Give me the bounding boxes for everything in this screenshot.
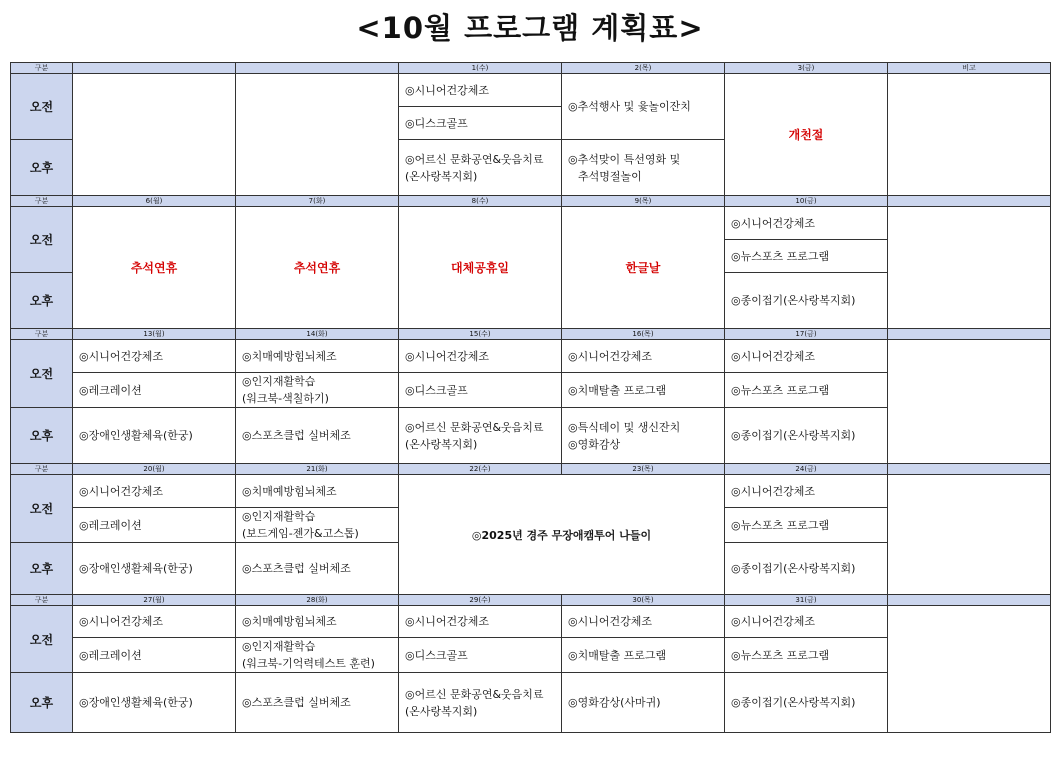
program-item: ◎치매예방힘뇌체조 — [242, 349, 337, 363]
day-header: 비고 — [888, 63, 1051, 74]
program-item: ◎뉴스포츠 프로그램 — [731, 648, 830, 662]
header-gubun: 구분 — [11, 464, 73, 475]
day-header: 6(월) — [73, 196, 236, 207]
program-cell — [725, 606, 888, 638]
program-item: ◎특식데이 및 생신잔치 — [568, 420, 681, 434]
day-header: 24(금) — [725, 464, 888, 475]
day-header: 22(수) — [399, 464, 562, 475]
program-cell — [236, 543, 399, 595]
program-item: ◎어르신 문화공연&웃음치료 — [405, 420, 544, 434]
program-item: (온사랑복지회) — [405, 704, 478, 718]
day-header: 10(금) — [725, 196, 888, 207]
program-cell — [562, 638, 725, 673]
pm-label: 오후 — [11, 673, 73, 733]
holiday-cell: 개천절 — [725, 74, 888, 196]
day-header: 23(목) — [562, 464, 725, 475]
program-cell — [236, 638, 399, 673]
am-label: 오전 — [11, 475, 73, 543]
day-header: 9(목) — [562, 196, 725, 207]
program-cell — [73, 340, 236, 373]
program-item: ◎레크레이션 — [79, 383, 142, 397]
program-cell — [725, 207, 888, 240]
program-item: ◎장애인생활체육(한궁) — [79, 429, 193, 442]
day-header: 13(월) — [73, 329, 236, 340]
day-header: 3(금) — [725, 63, 888, 74]
program-item: ◎시니어건강체조 — [79, 484, 163, 498]
remarks-cell — [888, 207, 1051, 329]
program-cell — [236, 673, 399, 733]
day-header: 17(금) — [725, 329, 888, 340]
holiday-cell: 대체공휴일 — [399, 207, 562, 329]
program-item: ◎치매예방힘뇌체조 — [242, 615, 337, 628]
program-cell — [236, 606, 399, 638]
program-item: ◎추석맞이 특선영화 및 — [568, 152, 681, 166]
program-item: ◎뉴스포츠 프로그램 — [731, 249, 830, 263]
day-header: 15(수) — [399, 329, 562, 340]
program-cell — [725, 408, 888, 464]
program-item: (워크북-색칠하기) — [242, 392, 329, 405]
schedule-table — [10, 62, 1051, 733]
day-header: 2(목) — [562, 63, 725, 74]
program-cell — [725, 508, 888, 543]
remarks-cell — [888, 475, 1051, 595]
page-title: <10월 프로그램 계획표> — [356, 11, 704, 45]
program-item: ◎스포츠클럽 실버체조 — [242, 562, 351, 575]
day-header: 29(수) — [399, 595, 562, 606]
program-item: ◎디스크골프 — [405, 383, 468, 397]
pm-label: 오후 — [11, 273, 73, 329]
program-cell — [725, 273, 888, 329]
am-label: 오전 — [11, 606, 73, 673]
program-cell — [73, 373, 236, 408]
program-item: ◎영화감상(사마귀) — [568, 696, 661, 709]
program-item: ◎시니어건강체조 — [568, 349, 652, 363]
program-item: ◎디스크골프 — [405, 116, 468, 130]
program-item: ◎치매탈출 프로그램 — [568, 648, 667, 662]
day-header: 20(월) — [73, 464, 236, 475]
holiday-cell: 한글날 — [562, 207, 725, 329]
program-cell — [725, 638, 888, 673]
program-cell — [562, 673, 725, 733]
program-item: ◎시니어건강체조 — [731, 484, 815, 498]
day-header — [888, 595, 1051, 606]
header-gubun: 구분 — [11, 63, 73, 74]
program-cell — [725, 340, 888, 373]
program-cell — [236, 340, 399, 373]
day-header — [73, 63, 236, 74]
program-cell — [399, 673, 562, 733]
program-item: ◎종이접기(온사랑복지회) — [731, 696, 856, 709]
program-item: ◎인지재활학습 — [242, 510, 316, 523]
remarks-cell — [888, 74, 1051, 196]
week-header-row — [11, 63, 1051, 74]
program-cell — [73, 408, 236, 464]
program-item: ◎장애인생활체육(한궁) — [79, 562, 193, 575]
program-cell — [562, 408, 725, 464]
program-cell — [73, 673, 236, 733]
program-cell — [399, 140, 562, 196]
program-cell — [725, 673, 888, 733]
program-cell — [399, 74, 562, 107]
program-item: ◎레크레이션 — [79, 518, 142, 532]
program-item: ◎종이접기(온사랑복지회) — [731, 562, 856, 575]
program-cell — [73, 606, 236, 638]
program-item: ◎시니어건강체조 — [405, 349, 489, 363]
program-cell — [725, 373, 888, 408]
program-item: ◎시니어건강체조 — [79, 349, 163, 363]
day-header — [888, 464, 1051, 475]
day-header: 8(수) — [399, 196, 562, 207]
program-item: ◎시니어건강체조 — [568, 615, 652, 628]
program-item: ◎시니어건강체조 — [405, 83, 489, 97]
program-item: ◎시니어건강체조 — [731, 615, 815, 628]
program-cell — [73, 543, 236, 595]
pm-label: 오후 — [11, 543, 73, 595]
program-cell — [562, 340, 725, 373]
header-gubun: 구분 — [11, 196, 73, 207]
day-header: 1(수) — [399, 63, 562, 74]
program-item: ◎시니어건강체조 — [79, 615, 163, 628]
program-item: ◎영화감상 — [568, 437, 621, 451]
program-cell — [399, 340, 562, 373]
program-cell — [725, 475, 888, 508]
week-header-row — [11, 595, 1051, 606]
program-item: 추석명절놀이 — [578, 169, 642, 183]
empty-cell — [236, 74, 399, 196]
week-header-row — [11, 329, 1051, 340]
program-item: ◎시니어건강체조 — [405, 615, 489, 628]
pm-label: 오후 — [11, 140, 73, 196]
program-item: (워크북-기억력테스트 훈련) — [242, 657, 375, 670]
holiday-cell: 추석연휴 — [236, 207, 399, 329]
program-cell — [725, 240, 888, 273]
program-cell — [562, 373, 725, 408]
day-header: 7(화) — [236, 196, 399, 207]
program-cell — [399, 638, 562, 673]
program-item: ◎종이접기(온사랑복지회) — [731, 294, 856, 307]
program-item: (온사랑복지회) — [405, 437, 478, 451]
event-cell: ◎2025년 경주 무장애캠투어 나들이 — [399, 475, 725, 595]
day-header: 28(화) — [236, 595, 399, 606]
am-label: 오전 — [11, 207, 73, 273]
empty-cell — [73, 74, 236, 196]
program-cell — [236, 408, 399, 464]
program-item: ◎장애인생활체육(한궁) — [79, 696, 193, 709]
program-item: (온사랑복지회) — [405, 169, 478, 183]
day-header: 30(목) — [562, 595, 725, 606]
pm-label: 오후 — [11, 408, 73, 464]
header-gubun: 구분 — [11, 595, 73, 606]
program-cell — [236, 475, 399, 508]
program-cell — [236, 508, 399, 543]
program-cell — [73, 475, 236, 508]
remarks-cell — [888, 340, 1051, 464]
program-item: ◎시니어건강체조 — [731, 216, 815, 230]
program-item: ◎레크레이션 — [79, 648, 142, 662]
program-cell — [562, 140, 725, 196]
program-item: ◎인지재활학습 — [242, 375, 316, 388]
program-item: ◎어르신 문화공연&웃음치료 — [405, 152, 544, 166]
program-item: ◎시니어건강체조 — [731, 349, 815, 363]
day-header — [236, 63, 399, 74]
holiday-cell: 추석연휴 — [73, 207, 236, 329]
program-item: ◎스포츠클럽 실버체조 — [242, 696, 351, 709]
day-header: 21(화) — [236, 464, 399, 475]
program-item: ◎디스크골프 — [405, 648, 468, 662]
program-cell — [399, 606, 562, 638]
week-header-row — [11, 464, 1051, 475]
program-item: ◎인지재활학습 — [242, 640, 316, 653]
program-item: ◎스포츠클럽 실버체조 — [242, 429, 351, 442]
program-cell — [725, 543, 888, 595]
program-cell — [562, 606, 725, 638]
program-item: ◎어르신 문화공연&웃음치료 — [405, 687, 544, 701]
remarks-cell — [888, 606, 1051, 733]
program-item: ◎뉴스포츠 프로그램 — [731, 383, 830, 397]
am-label: 오전 — [11, 74, 73, 140]
program-cell — [73, 638, 236, 673]
program-item: ◎추석행사 및 윷놀이잔치 — [568, 100, 691, 113]
program-item: ◎치매예방힘뇌체조 — [242, 484, 337, 498]
program-cell — [562, 74, 725, 140]
day-header — [888, 196, 1051, 207]
am-label: 오전 — [11, 340, 73, 408]
day-header: 31(금) — [725, 595, 888, 606]
program-item: ◎뉴스포츠 프로그램 — [731, 518, 830, 532]
day-header: 27(월) — [73, 595, 236, 606]
program-item: ◎치매탈출 프로그램 — [568, 383, 667, 397]
program-item: ◎종이접기(온사랑복지회) — [731, 429, 856, 442]
program-item: (보드게임-젠가&고스톱) — [242, 527, 359, 540]
program-cell — [73, 508, 236, 543]
day-header: 16(목) — [562, 329, 725, 340]
program-cell — [236, 373, 399, 408]
week-header-row — [11, 196, 1051, 207]
program-cell — [399, 373, 562, 408]
program-cell — [399, 107, 562, 140]
day-header — [888, 329, 1051, 340]
header-gubun: 구분 — [11, 329, 73, 340]
program-cell — [399, 408, 562, 464]
day-header: 14(화) — [236, 329, 399, 340]
